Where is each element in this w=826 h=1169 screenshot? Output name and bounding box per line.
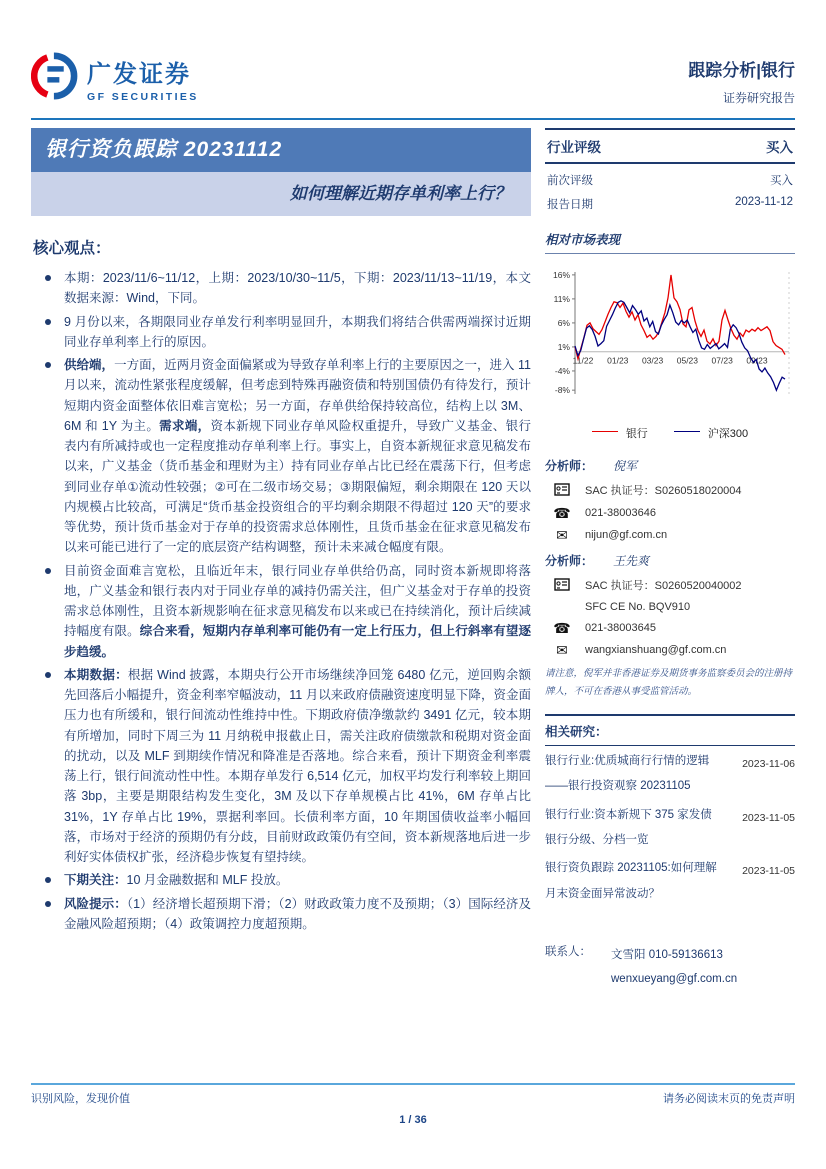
svg-text:01/23: 01/23 [607,355,629,366]
contact-email[interactable]: wenxueyang@gf.com.cn [611,973,738,986]
contact-label: 联系人： [545,945,591,958]
mail-icon: ✉ [556,527,568,543]
page-number: 1 / 36 [399,1114,427,1126]
bullet-icon [45,901,51,907]
svg-text:05/23: 05/23 [676,355,699,366]
core-points-list [31,268,531,934]
title-banner [31,128,531,216]
core-point: 供给端，一方面，近两月资金面偏紧或为导致存单利率上行的主要原因之一，进入 11 月以来，流动性紧张程度缓解，但考虑到特殊再融资债和特别国债仍有待发行，预计短期内资金面整体依旧难言宽松；另一方面，存单供给保持较高位，结构上以 3M、6M 和 1Y 为主。需求端，资本新规下同业存单风险权重提升，导致广义基金、银行表内有所减持或也一定程度推动存单利率上行。事实上，自资本新规征求意见稿发布以来，广义基金（货币基金和理财为主）持有同业存单占比已经在震荡下行，但考虑到同业存单①流动性较强；②可在二级市场交易；③期限偏短，剩余期限在 120 天以内规模占比较高，可满足“货币基金投资组合的平均剩余期限不得超过 120 天”的要求等优势，预计货币基金对于存单的投资需求总体刚性，且货币基金在征求意见稿发布以来可能已进行了一定的底层资产结构调整，预计未来减仓幅度有限。 [31,355,531,558]
related-research-item: 银行行业:优质城商行行情的逻辑——银行投资观察 20231105 2023-11-06 [545,755,795,793]
rating-value: 买入 [766,140,793,155]
header [31,52,795,106]
core-point: 风险提示：（1）经济增长超预期下滑；（2）财政政策力度不及预期；（3）国际经济及金融风险超预期；（4）政策调控力度超预期。 [31,894,531,935]
analyst-note: 请注意，倪军并非香港证券及期货事务监察委员会的注册持牌人，不可在香港从事受监管活动。 [545,668,793,697]
gf-logo-icon [31,52,79,105]
prev-rating-label: 前次评级 [547,175,593,187]
analyst-email[interactable]: nijun@gf.com.cn [585,529,668,541]
contact-name-phone: 文雪阳 010-59136613 [611,948,723,961]
bullet-icon [45,275,51,281]
core-point: 下期关注：10 月金融数据和 MLF 投放。 [31,870,531,890]
rating-label: 行业评级 [547,140,601,155]
related-research-block [545,714,795,907]
prev-rating-value: 买入 [770,175,793,187]
market-chart [545,264,795,421]
svg-text:07/23: 07/23 [711,355,733,366]
bullet-icon [45,877,51,883]
market-performance-heading: 相对市场表现 [545,230,795,254]
mail-icon: ✉ [556,642,568,658]
svg-text:16%: 16% [552,269,570,280]
svg-text:-8%: -8% [554,385,570,396]
phone-icon: ☎ [553,505,571,521]
analyst-name: 王先爽 [613,554,650,568]
certificate-icon [549,483,575,498]
sidebar [545,230,795,991]
core-point: 9 月份以来，各期限同业存单发行利率明显回升，本期我们将结合供需两端探讨近期同业存单利率上行的原因。 [31,312,531,353]
report-category: 跟踪分析|银行 [688,61,795,80]
svg-text:03/23: 03/23 [641,355,664,366]
analyst-sac: SAC 执证号：S0260520040002 [585,580,742,592]
brand-name-cn: 广发证券 [87,61,191,88]
related-research-item: 银行资负跟踪 20231105:如何理解月末资金面异常波动？ 2023-11-05 [545,862,795,900]
bullet-icon [45,319,51,325]
core-points-heading: 核心观点： [33,240,111,257]
report-subtitle: 如何理解近期存单利率上行？ [31,172,531,216]
core-point: 本期：2023/11/6~11/12，上期：2023/10/30~11/5，下期：2023/11/13~11/19，本文数据来源：Wind，下同。 [31,268,531,309]
analyst-label: 分析师： [545,554,594,568]
contact-block [545,943,795,991]
footer [31,1083,795,1126]
svg-text:11/22: 11/22 [572,355,594,366]
report-date-label: 报告日期 [547,199,593,211]
header-rule [31,118,795,120]
legend-item: 沪深300 [674,425,748,441]
svg-text:1%: 1% [557,341,570,352]
report-title: 银行资负跟踪 20231112 [31,128,531,172]
bullet-icon [45,362,51,368]
footer-disclaimer: 请务必阅读末页的免责声明 [663,1093,795,1105]
svg-text:11%: 11% [553,293,570,304]
footer-slogan: 识别风险，发现价值 [31,1093,130,1105]
core-point: 本期数据：根据 Wind 披露，本期央行公开市场继续净回笼 6480 亿元，逆回购余额先回落后小幅提升，资金利率窄幅波动，11 月以来政府债融资速度明显下降，资金面压力也有所缓和，银行间流动性维持中性。下期政府债净缴款约 3491 亿元，较本期有所增加，同时下周三为 11 月纳税申报截止日，需关注政府债缴款和税期对资金面的扰动，以及 MLF 到期续作情况和降准是否落地。综合来看，预计下期资金利率震荡上行，银行间流动性中性。本期存单发行 6,514 亿元，加权平均发行利率较上期回落 3bp，主要是期限结构发生变化，3M 及以下存单规模占比 41%，6M 存单占比 31%，1Y 存单占比 19%，票据利率回。长债利率方面，10 年期国债收益率小幅回落，市场对于经济的预期仍有分歧，目前财政政策仍有空间，资本新规落地后进一步利好实体债权扩张，经济稳步恢复有望持续。 [31,665,531,868]
report-date-value: 2023-11-12 [735,196,793,208]
related-research-list [545,749,795,907]
rating-panel [545,128,795,216]
phone-icon: ☎ [553,620,571,636]
analyst-phone: 021-38003645 [585,622,656,634]
report-doc-type: 证券研究报告 [722,91,795,105]
core-points-section [31,230,531,991]
legend-item: 银行 [592,425,648,441]
certificate-icon [549,578,575,593]
bullet-icon [45,672,51,678]
core-point: 目前资金面难言宽松，且临近年末，银行同业存单供给仍高，同时资本新规即将落地，广义基金和银行表内对于同业存单的减持仍需关注，但广义基金对于存单的投资需求总体刚性，且资本新规影响在征求意见稿发布以来或已在持续消化，预计后续减持幅度有限。综合来看，短期内存单利率可能仍有一定上行压力，但上行斜率有望逐步趋缓。 [31,561,531,662]
analyst-sac: SAC 执证号：S0260518020004 [585,485,742,497]
svg-text:-4%: -4% [554,365,570,376]
svg-text:6%: 6% [557,317,570,328]
bullet-icon [45,568,51,574]
analyst-phone: 021-38003646 [585,507,656,519]
analysts-block [545,457,795,700]
brand-name-en: GF SECURITIES [87,91,199,103]
chart-legend [545,425,795,441]
analyst-label: 分析师： [545,459,594,473]
brand-logo [31,52,199,105]
analyst-sfc: SFC CE No. BQV910 [585,601,691,613]
svg-text:09/23: 09/23 [746,355,768,366]
related-research-item: 银行行业:资本新规下 375 家发债银行分级、分档一览 2023-11-05 [545,808,795,847]
analyst-name: 倪军 [613,459,638,473]
related-research-heading: 相关研究： [545,716,795,746]
analyst-email[interactable]: wangxianshuang@gf.com.cn [585,644,727,656]
